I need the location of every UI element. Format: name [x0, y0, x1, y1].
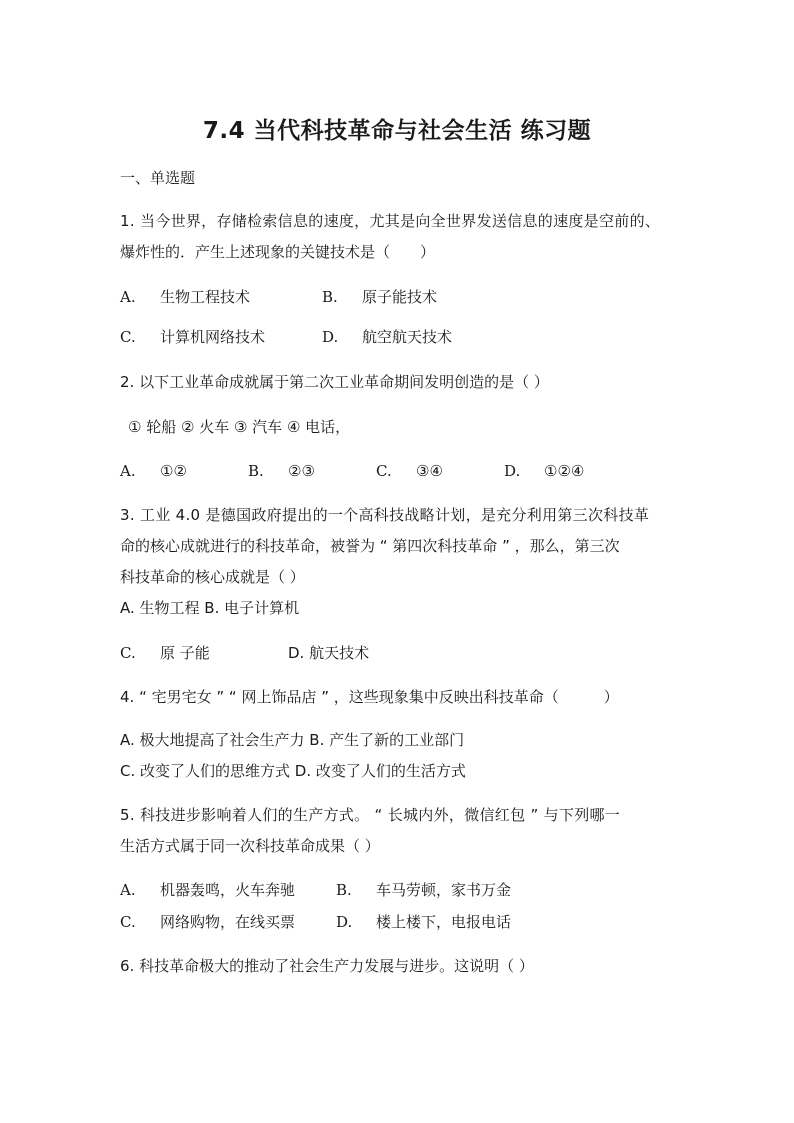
option-text: 航空航天技术	[362, 328, 453, 346]
q5-option-a	[120, 879, 295, 901]
option-label: B.	[336, 881, 352, 899]
q1-option-a	[120, 286, 250, 308]
q3-option-c	[120, 642, 210, 664]
option-label: D.	[504, 462, 521, 480]
q5-option-c	[120, 911, 295, 933]
option-text: ①②	[160, 462, 187, 480]
q2-stem-line1: 2. 以下工业革命成就属于第二次工业革命期间发明创造的是（ ）	[120, 373, 549, 391]
option-text: 生物工程技术	[160, 288, 251, 306]
q3-stem-line3: 科技革命的核心成就是（ ）	[120, 568, 305, 586]
q5-option-d	[336, 911, 511, 933]
q2-option-d	[504, 460, 584, 482]
q2-option-c	[376, 460, 443, 482]
q3-options-ab: A. 生物工程 B. 电子计算机	[120, 599, 300, 617]
q4-options-ab: A. 极大地提高了社会生产力 B. 产生了新的工业部门	[120, 731, 465, 749]
q5-stem-line1: 5. 科技进步影响着人们的生产方式。 “ 长城内外，微信红包 ” 与下列哪一	[120, 806, 621, 824]
q1-option-d	[322, 326, 452, 348]
option-text: ③④	[416, 462, 443, 480]
q1-option-c	[120, 326, 265, 348]
q3-stem-line1: 3. 工业 4.0 是德国政府提出的一个高科技战略计划，是充分利用第三次科技革	[120, 506, 650, 524]
option-label: B.	[322, 288, 338, 306]
q4-options-cd: C. 改变了人们的思维方式 D. 改变了人们的生活方式	[120, 762, 466, 780]
option-text: 机器轰鸣，火车奔驰	[160, 881, 296, 899]
option-label: C.	[376, 462, 392, 480]
option-label: D.	[336, 913, 353, 931]
option-text: D. 航天技术	[288, 644, 370, 662]
option-label: A.	[120, 881, 136, 899]
q1-stem-line1: 1. 当今世界，存储检索信息的速度，尤其是向全世界发送信息的速度是空前的、	[120, 212, 661, 230]
q3-stem-line2: 命的核心成就进行的科技革命，被誉为 “ 第四次科技革命 ” ，那么，第三次	[120, 537, 620, 555]
option-text: ①②④	[544, 462, 585, 480]
option-label: C.	[120, 913, 136, 931]
option-label: A.	[120, 288, 136, 306]
option-text: 网络购物，在线买票	[160, 913, 296, 931]
option-label: A.	[120, 462, 136, 480]
section-heading: 一、单选题	[120, 169, 196, 187]
q3-option-d	[288, 642, 369, 664]
option-label: C.	[120, 328, 136, 346]
option-text: 原 子能	[160, 644, 210, 662]
option-text: 车马劳顿，家书万金	[376, 881, 512, 899]
option-text: 楼上楼下，电报电话	[376, 913, 512, 931]
q1-option-b	[322, 286, 437, 308]
q4-stem-line1: 4. “ 宅男宅女 ” “ 网上饰品店 ” ，这些现象集中反映出科技革命（ ）	[120, 688, 619, 706]
option-text: ②③	[288, 462, 315, 480]
q5-option-b	[336, 879, 511, 901]
q5-stem-line2: 生活方式属于同一次科技革命成果（ ）	[120, 837, 380, 855]
q2-option-b	[248, 460, 315, 482]
q1-stem-line2: 爆炸性的．产生上述现象的关键技术是（ ）	[120, 243, 436, 261]
option-text: 计算机网络技术	[160, 328, 266, 346]
option-text: 原子能技术	[362, 288, 438, 306]
option-label: D.	[322, 328, 339, 346]
page-title: 7.4 当代科技革命与社会生活 练习题	[202, 118, 592, 144]
q2-option-a	[120, 460, 187, 482]
option-label: C.	[120, 644, 136, 662]
q6-stem-line1: 6. 科技革命极大的推动了社会生产力发展与进步。这说明（ ）	[120, 957, 534, 975]
option-label: B.	[248, 462, 264, 480]
q2-stem-line2: ① 轮船 ② 火车 ③ 汽车 ④ 电话，	[128, 418, 351, 436]
